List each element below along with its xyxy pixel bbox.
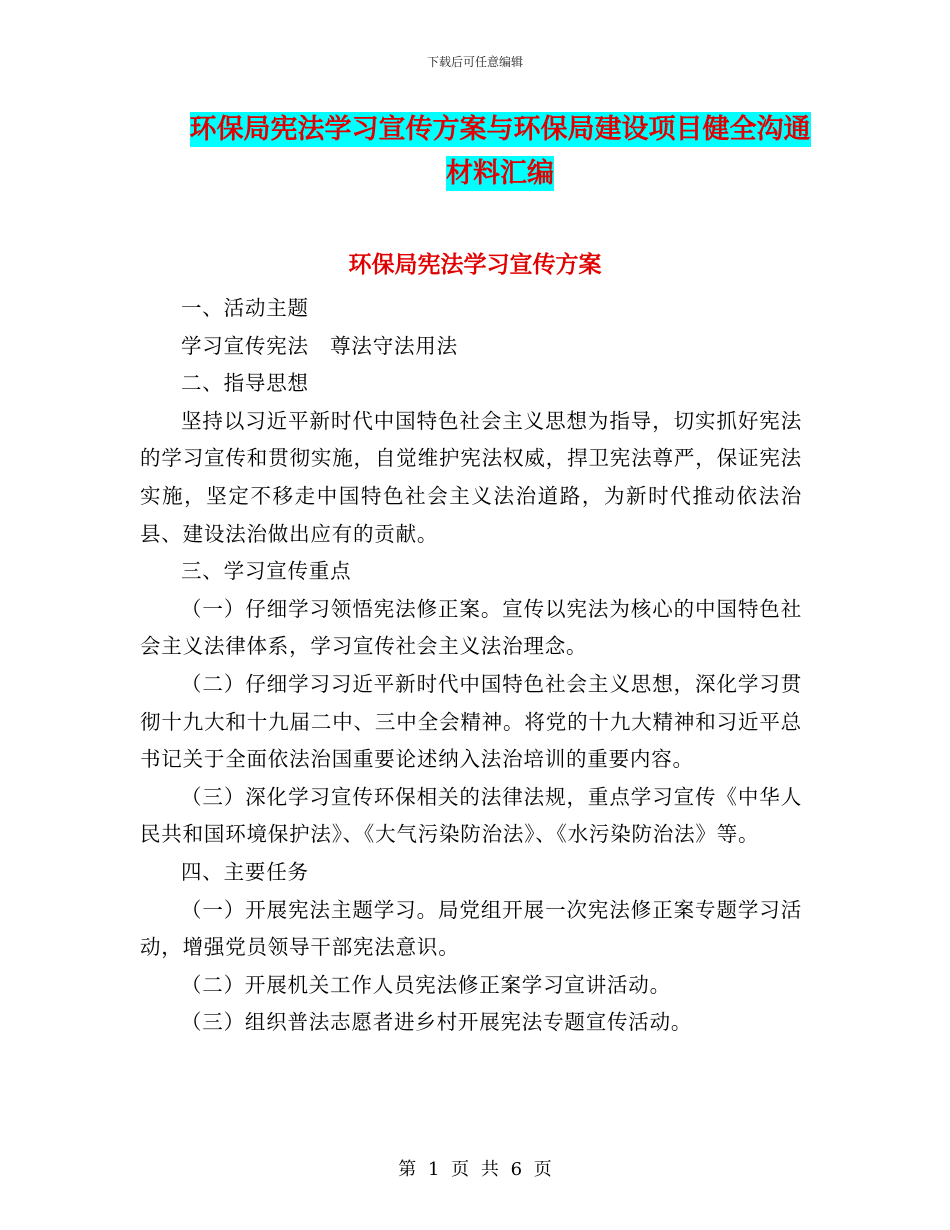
paragraph-focus-2: （二）仔细学习习近平新时代中国特色社会主义思想，深化学习贯彻十九大和十九届二中、三中全会精神。将党的十九大精神和习近平总书记关于全面依法治国重要论述纳入法治培训的重要内容。	[140, 671, 802, 772]
heading-guiding-ideology: 二、指导思想	[181, 371, 309, 396]
paragraph-focus-3: （三）深化学习宣传环保相关的法律法规，重点学习宣传《中华人民共和国环境保护法》、《大气污染防治法》、《水污染防治法》等。	[140, 784, 802, 847]
page-number: 第 1 页 共 6 页	[398, 1159, 552, 1180]
document-body	[140, 290, 802, 1042]
document-title	[140, 108, 860, 196]
title-line-2: 材料汇编	[446, 158, 554, 189]
heading-study-focus: 三、学习宣传重点	[181, 559, 352, 584]
paragraph-task-1: （一）开展宪法主题学习。局党组开展一次宪法修正案专题学习活动，增强党员领导干部宪法意识。	[140, 897, 802, 960]
paragraph-theme: 学习宣传宪法 尊法守法用法	[181, 333, 458, 358]
paragraph-focus-1: （一）仔细学习领悟宪法修正案。宣传以宪法为核心的中国特色社会主义法律体系，学习宣传社会主义法治理念。	[140, 596, 802, 659]
heading-activity-theme: 一、活动主题	[181, 296, 309, 320]
header-note: 下载后可任意编辑	[426, 55, 523, 69]
paragraph-guiding-ideology: 坚持以习近平新时代中国特色社会主义思想为指导，切实抓好宪法的学习宣传和贯彻实施，自觉维护宪法权威，捍卫宪法尊严，保证宪法实施，坚定不移走中国特色社会主义法治道路，为新时代推动依法治县、建设法治做出应有的贡献。	[140, 408, 802, 546]
title-line-1: 环保局宪法学习宣传方案与环保局建设项目健全沟通	[189, 114, 811, 145]
heading-main-tasks: 四、主要任务	[181, 859, 309, 884]
paragraph-task-3: （三）组织普法志愿者进乡村开展宪法专题宣传活动。	[181, 1010, 693, 1035]
section-title: 环保局宪法学习宣传方案	[348, 251, 602, 278]
paragraph-task-2: （二）开展机关工作人员宪法修正案学习宣讲活动。	[181, 972, 671, 997]
